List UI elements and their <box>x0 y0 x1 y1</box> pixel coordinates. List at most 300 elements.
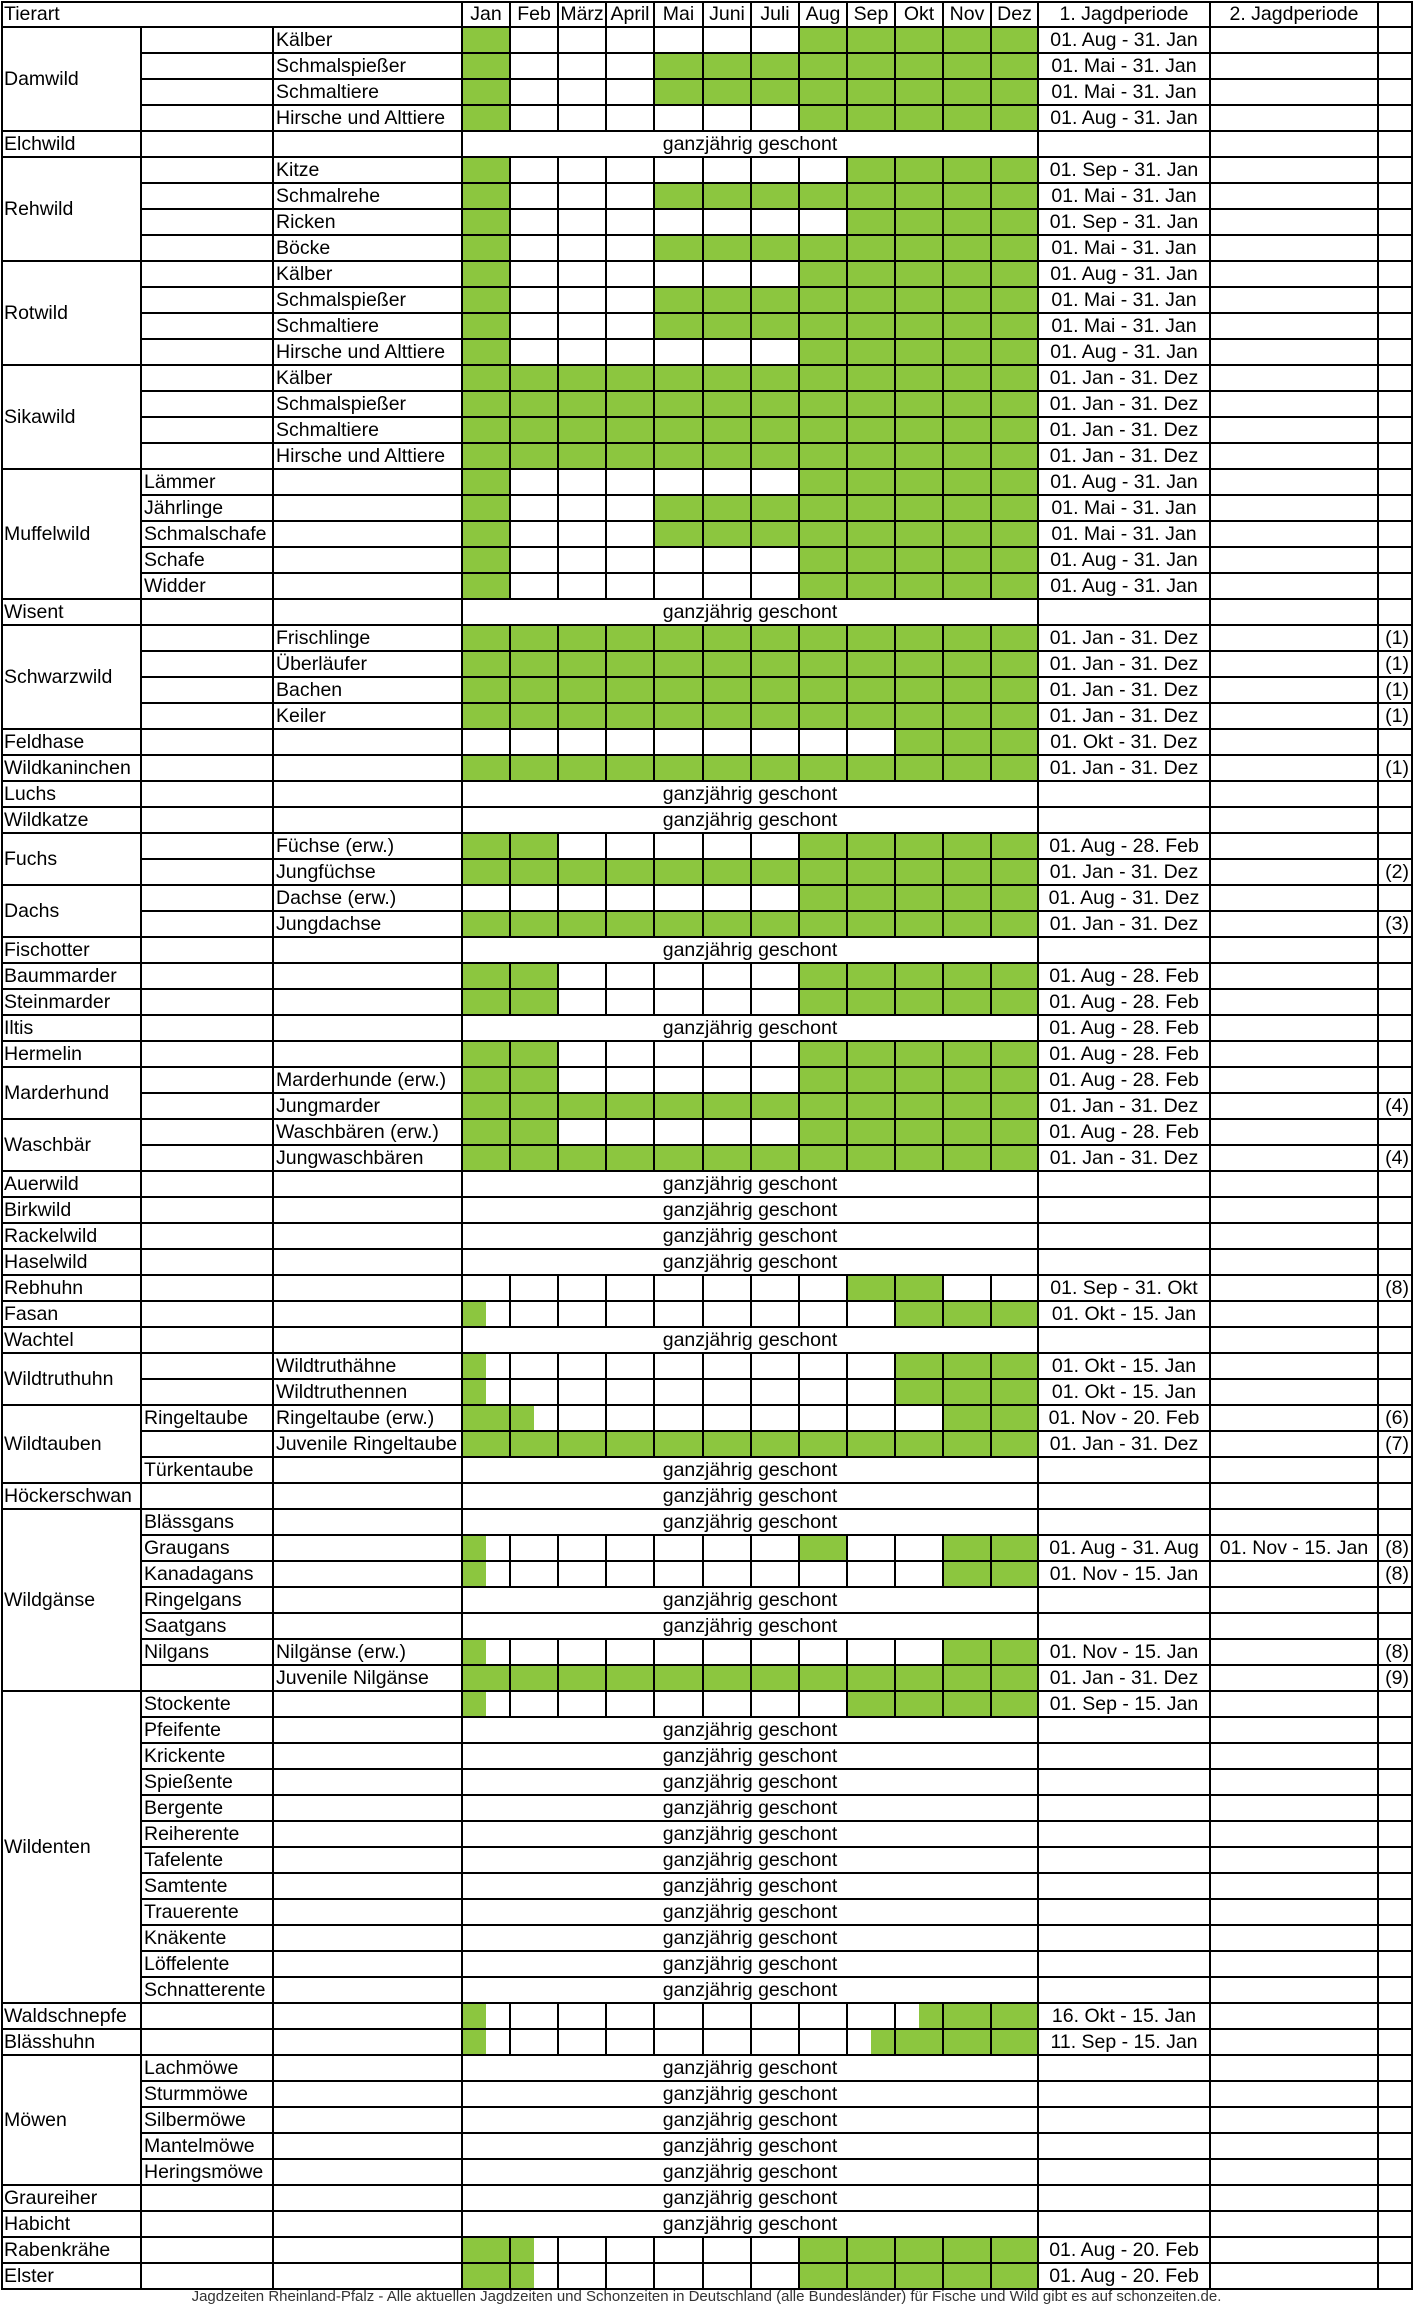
category-label: Kälber <box>274 366 463 392</box>
period-2-value <box>1211 288 1379 314</box>
month-cell <box>559 1146 607 1172</box>
month-cell <box>655 704 704 730</box>
month-cell <box>992 496 1039 522</box>
category-label <box>274 782 463 808</box>
month-cell <box>511 574 559 600</box>
month-cell <box>800 548 848 574</box>
month-cell <box>559 288 607 314</box>
month-cell <box>944 1276 992 1302</box>
period-1-value: 01. Jan - 31. Dez <box>1039 418 1211 444</box>
footnote-ref <box>1379 366 1413 392</box>
period-2-value <box>1211 2030 1379 2056</box>
footnote-ref <box>1379 1458 1413 1484</box>
month-cell <box>463 1120 511 1146</box>
month-cell <box>944 834 992 860</box>
month-cell <box>992 1094 1039 1120</box>
subspecies-label <box>142 158 274 184</box>
month-cell <box>800 1146 848 1172</box>
month-cell <box>944 80 992 106</box>
month-cell <box>800 340 848 366</box>
month-cell <box>848 1120 896 1146</box>
header-month: Aug <box>800 2 848 28</box>
subspecies-label <box>142 366 274 392</box>
period-2-value <box>1211 1588 1379 1614</box>
month-cell <box>559 1406 607 1432</box>
subspecies-label: Trauerente <box>142 1900 274 1926</box>
species-name: Sikawild <box>2 366 142 470</box>
subspecies-label <box>142 1094 274 1120</box>
month-cell <box>655 1536 704 1562</box>
month-cell <box>848 288 896 314</box>
month-cell <box>800 1276 848 1302</box>
period-2-value <box>1211 730 1379 756</box>
month-cell <box>944 1146 992 1172</box>
month-cell <box>511 1094 559 1120</box>
category-label <box>274 1926 463 1952</box>
subspecies-label <box>142 808 274 834</box>
month-cell <box>655 756 704 782</box>
category-label <box>274 730 463 756</box>
category-label <box>274 1692 463 1718</box>
month-cell <box>559 1094 607 1120</box>
species-name: Damwild <box>2 28 142 132</box>
month-cell <box>848 210 896 236</box>
closed-season-label: ganzjährig geschont <box>463 1796 1039 1822</box>
subspecies-label <box>142 704 274 730</box>
footnote-ref <box>1379 1978 1413 2004</box>
period-1-value: 01. Mai - 31. Jan <box>1039 496 1211 522</box>
month-cell <box>655 912 704 938</box>
month-cell <box>655 1380 704 1406</box>
month-cell <box>559 1354 607 1380</box>
month-cell <box>896 288 944 314</box>
species-name: Wildgänse <box>2 1510 142 1692</box>
month-cell <box>992 210 1039 236</box>
month-cell <box>992 54 1039 80</box>
month-cell <box>511 366 559 392</box>
month-cell <box>704 990 752 1016</box>
category-label: Juvenile Ringeltaube <box>274 1432 463 1458</box>
period-2-value <box>1211 28 1379 54</box>
month-cell <box>607 262 655 288</box>
month-cell <box>848 1692 896 1718</box>
category-label: Schmaltiere <box>274 314 463 340</box>
month-cell <box>800 964 848 990</box>
month-cell <box>896 1276 944 1302</box>
species-name: Fuchs <box>2 834 142 886</box>
period-1-value <box>1039 1900 1211 1926</box>
month-cell <box>800 262 848 288</box>
month-cell <box>511 730 559 756</box>
month-cell <box>800 678 848 704</box>
header-month: Juni <box>704 2 752 28</box>
month-cell <box>752 210 800 236</box>
period-2-value <box>1211 392 1379 418</box>
footnote-ref: (8) <box>1379 1536 1413 1562</box>
footnote-ref <box>1379 808 1413 834</box>
footnote-ref <box>1379 1900 1413 1926</box>
month-cell <box>704 1276 752 1302</box>
period-1-value <box>1039 938 1211 964</box>
footnote-ref <box>1379 2134 1413 2160</box>
period-1-value <box>1039 1822 1211 1848</box>
subspecies-label: Schnatterente <box>142 1978 274 2004</box>
month-cell <box>559 756 607 782</box>
month-cell <box>463 80 511 106</box>
month-cell <box>800 496 848 522</box>
month-cell <box>607 886 655 912</box>
footnote-ref <box>1379 1744 1413 1770</box>
header-notes <box>1379 2 1413 28</box>
species-name: Wildkaninchen <box>2 756 142 782</box>
closed-season-label: ganzjährig geschont <box>463 808 1039 834</box>
month-cell <box>704 444 752 470</box>
month-cell <box>896 1042 944 1068</box>
period-2-value <box>1211 2134 1379 2160</box>
month-cell <box>704 1432 752 1458</box>
month-cell <box>848 964 896 990</box>
category-label: Jungdachse <box>274 912 463 938</box>
month-cell <box>655 262 704 288</box>
footnote-ref <box>1379 1796 1413 1822</box>
footnote-ref <box>1379 392 1413 418</box>
month-cell <box>944 912 992 938</box>
period-1-value <box>1039 1926 1211 1952</box>
month-cell <box>511 678 559 704</box>
month-cell <box>992 1562 1039 1588</box>
footnote-ref <box>1379 938 1413 964</box>
month-cell <box>655 1562 704 1588</box>
period-1-value: 01. Sep - 31. Jan <box>1039 158 1211 184</box>
month-cell <box>752 1692 800 1718</box>
month-cell <box>848 1380 896 1406</box>
period-2-value <box>1211 964 1379 990</box>
month-cell <box>944 574 992 600</box>
month-cell <box>511 756 559 782</box>
month-cell <box>848 1562 896 1588</box>
footnote-ref <box>1379 418 1413 444</box>
month-cell <box>752 1640 800 1666</box>
month-cell <box>463 288 511 314</box>
subspecies-label: Heringsmöwe <box>142 2160 274 2186</box>
category-label <box>274 964 463 990</box>
month-cell <box>848 548 896 574</box>
month-cell <box>848 28 896 54</box>
month-cell <box>559 392 607 418</box>
month-cell <box>463 678 511 704</box>
period-2-value <box>1211 600 1379 626</box>
month-cell <box>704 1042 752 1068</box>
month-cell <box>607 730 655 756</box>
category-label: Hirsche und Alttiere <box>274 106 463 132</box>
month-cell <box>511 444 559 470</box>
month-cell <box>463 418 511 444</box>
species-name: Wisent <box>2 600 142 626</box>
closed-season-label: ganzjährig geschont <box>463 1718 1039 1744</box>
footnote-ref <box>1379 28 1413 54</box>
month-cell <box>848 262 896 288</box>
period-2-value <box>1211 1926 1379 1952</box>
footnote-ref <box>1379 2160 1413 2186</box>
subspecies-label <box>142 834 274 860</box>
footnote-ref <box>1379 184 1413 210</box>
month-cell <box>704 80 752 106</box>
month-cell <box>704 54 752 80</box>
month-cell <box>896 1380 944 1406</box>
month-cell <box>848 834 896 860</box>
subspecies-label: Knäkente <box>142 1926 274 1952</box>
month-cell <box>896 964 944 990</box>
month-cell <box>800 756 848 782</box>
month-cell <box>511 340 559 366</box>
month-cell <box>463 886 511 912</box>
category-label: Jungwaschbären <box>274 1146 463 1172</box>
month-cell <box>704 626 752 652</box>
subspecies-label <box>142 1224 274 1250</box>
period-1-value <box>1039 1614 1211 1640</box>
month-cell <box>704 366 752 392</box>
month-cell <box>511 1302 559 1328</box>
month-cell <box>607 2238 655 2264</box>
category-label <box>274 1458 463 1484</box>
closed-season-label: ganzjährig geschont <box>463 1328 1039 1354</box>
month-cell <box>655 1432 704 1458</box>
period-2-value <box>1211 1302 1379 1328</box>
period-2-value <box>1211 106 1379 132</box>
period-1-value <box>1039 1952 1211 1978</box>
month-cell <box>655 1692 704 1718</box>
species-name: Elchwild <box>2 132 142 158</box>
period-1-value: 01. Jan - 31. Dez <box>1039 366 1211 392</box>
closed-season-label: ganzjährig geschont <box>463 1224 1039 1250</box>
closed-season-label: ganzjährig geschont <box>463 600 1039 626</box>
month-cell <box>896 496 944 522</box>
category-label: Schmaltiere <box>274 418 463 444</box>
month-cell <box>704 522 752 548</box>
footnote-ref: (6) <box>1379 1406 1413 1432</box>
period-1-value <box>1039 1978 1211 2004</box>
subspecies-label <box>142 938 274 964</box>
month-cell <box>511 990 559 1016</box>
footnote-ref: (1) <box>1379 756 1413 782</box>
month-cell <box>848 730 896 756</box>
category-label <box>274 1874 463 1900</box>
month-cell <box>559 340 607 366</box>
month-cell <box>463 704 511 730</box>
month-cell <box>704 1354 752 1380</box>
month-cell <box>752 236 800 262</box>
month-cell <box>463 470 511 496</box>
month-cell <box>607 860 655 886</box>
month-cell <box>800 236 848 262</box>
month-cell <box>896 522 944 548</box>
category-label: Schmaltiere <box>274 80 463 106</box>
period-1-value: 01. Aug - 28. Feb <box>1039 1120 1211 1146</box>
period-1-value: 01. Mai - 31. Jan <box>1039 522 1211 548</box>
month-cell <box>752 548 800 574</box>
period-2-value <box>1211 418 1379 444</box>
footnote-ref <box>1379 1926 1413 1952</box>
subspecies-label <box>142 2004 274 2030</box>
month-cell <box>559 626 607 652</box>
month-cell <box>655 496 704 522</box>
period-2-value <box>1211 1094 1379 1120</box>
month-cell <box>944 1094 992 1120</box>
month-cell <box>800 2030 848 2056</box>
period-2-value <box>1211 860 1379 886</box>
category-label <box>274 2108 463 2134</box>
month-cell <box>511 1146 559 1172</box>
period-2-value <box>1211 1614 1379 1640</box>
month-cell <box>896 210 944 236</box>
month-cell <box>752 1536 800 1562</box>
category-label <box>274 1822 463 1848</box>
month-cell <box>896 652 944 678</box>
category-label <box>274 1744 463 1770</box>
period-1-value: 01. Aug - 28. Feb <box>1039 990 1211 1016</box>
month-cell <box>800 1354 848 1380</box>
month-cell <box>607 704 655 730</box>
month-cell <box>992 1640 1039 1666</box>
month-cell <box>463 262 511 288</box>
month-cell <box>944 1562 992 1588</box>
period-1-value <box>1039 1328 1211 1354</box>
period-2-value <box>1211 444 1379 470</box>
species-name: Fischotter <box>2 938 142 964</box>
footnote-ref <box>1379 1068 1413 1094</box>
month-cell <box>944 548 992 574</box>
subspecies-label <box>142 1484 274 1510</box>
month-cell <box>607 418 655 444</box>
month-cell <box>848 1068 896 1094</box>
period-1-value <box>1039 2186 1211 2212</box>
month-cell <box>655 1042 704 1068</box>
month-cell <box>800 314 848 340</box>
species-name: Wildtauben <box>2 1406 142 1484</box>
category-label: Marderhunde (erw.) <box>274 1068 463 1094</box>
category-label <box>274 1016 463 1042</box>
month-cell <box>752 80 800 106</box>
month-cell <box>896 106 944 132</box>
month-cell <box>607 548 655 574</box>
month-cell <box>752 106 800 132</box>
category-label: Wildtruthähne <box>274 1354 463 1380</box>
subspecies-label: Jährlinge <box>142 496 274 522</box>
month-cell <box>992 886 1039 912</box>
category-label: Kitze <box>274 158 463 184</box>
month-cell <box>655 886 704 912</box>
closed-season-label: ganzjährig geschont <box>463 1614 1039 1640</box>
month-cell <box>896 548 944 574</box>
month-cell <box>655 106 704 132</box>
period-2-value <box>1211 1770 1379 1796</box>
period-1-value: 01. Jan - 31. Dez <box>1039 1432 1211 1458</box>
category-label: Ricken <box>274 210 463 236</box>
month-cell <box>992 444 1039 470</box>
month-cell <box>463 626 511 652</box>
footnote-ref <box>1379 1380 1413 1406</box>
period-2-value <box>1211 1484 1379 1510</box>
subspecies-label: Bergente <box>142 1796 274 1822</box>
footnote-ref <box>1379 470 1413 496</box>
month-cell <box>559 314 607 340</box>
subspecies-label <box>142 314 274 340</box>
month-cell <box>800 1406 848 1432</box>
footnote-ref: (4) <box>1379 1146 1413 1172</box>
species-name: Möwen <box>2 2056 142 2186</box>
period-2-value <box>1211 2238 1379 2264</box>
month-cell <box>944 886 992 912</box>
species-name: Waschbär <box>2 1120 142 1172</box>
month-cell <box>704 1406 752 1432</box>
month-cell <box>511 1354 559 1380</box>
month-cell <box>559 470 607 496</box>
month-cell <box>559 106 607 132</box>
category-label <box>274 470 463 496</box>
footnote-ref <box>1379 1952 1413 1978</box>
month-cell <box>463 964 511 990</box>
footnote-ref: (8) <box>1379 1276 1413 1302</box>
month-cell <box>848 1302 896 1328</box>
month-cell <box>511 210 559 236</box>
category-label <box>274 522 463 548</box>
month-cell <box>655 860 704 886</box>
subspecies-label: Spießente <box>142 1770 274 1796</box>
month-cell <box>704 548 752 574</box>
month-cell <box>992 470 1039 496</box>
species-name: Luchs <box>2 782 142 808</box>
category-label <box>274 600 463 626</box>
header-month: Sep <box>848 2 896 28</box>
period-1-value <box>1039 1874 1211 1900</box>
footnote-ref <box>1379 262 1413 288</box>
month-cell <box>655 184 704 210</box>
footnote-ref <box>1379 132 1413 158</box>
month-cell <box>992 652 1039 678</box>
month-cell <box>655 1068 704 1094</box>
month-cell <box>800 1068 848 1094</box>
month-cell <box>511 2238 559 2264</box>
month-cell <box>607 236 655 262</box>
month-cell <box>559 1562 607 1588</box>
month-cell <box>800 834 848 860</box>
closed-season-label: ganzjährig geschont <box>463 1874 1039 1900</box>
month-cell <box>800 1380 848 1406</box>
month-cell <box>463 444 511 470</box>
month-cell <box>607 444 655 470</box>
closed-season-label: ganzjährig geschont <box>463 1250 1039 1276</box>
period-2-value <box>1211 1874 1379 1900</box>
month-cell <box>848 1276 896 1302</box>
month-cell <box>607 522 655 548</box>
period-2-value <box>1211 2082 1379 2108</box>
month-cell <box>463 1094 511 1120</box>
month-cell <box>511 860 559 886</box>
category-label: Ringeltaube (erw.) <box>274 1406 463 1432</box>
month-cell <box>944 444 992 470</box>
month-cell <box>559 184 607 210</box>
month-cell <box>607 470 655 496</box>
month-cell <box>463 54 511 80</box>
period-2-value <box>1211 314 1379 340</box>
period-2-value <box>1211 210 1379 236</box>
month-cell <box>800 392 848 418</box>
month-cell <box>848 314 896 340</box>
period-1-value: 11. Sep - 15. Jan <box>1039 2030 1211 2056</box>
month-cell <box>704 912 752 938</box>
month-cell <box>463 496 511 522</box>
species-name: Haselwild <box>2 1250 142 1276</box>
